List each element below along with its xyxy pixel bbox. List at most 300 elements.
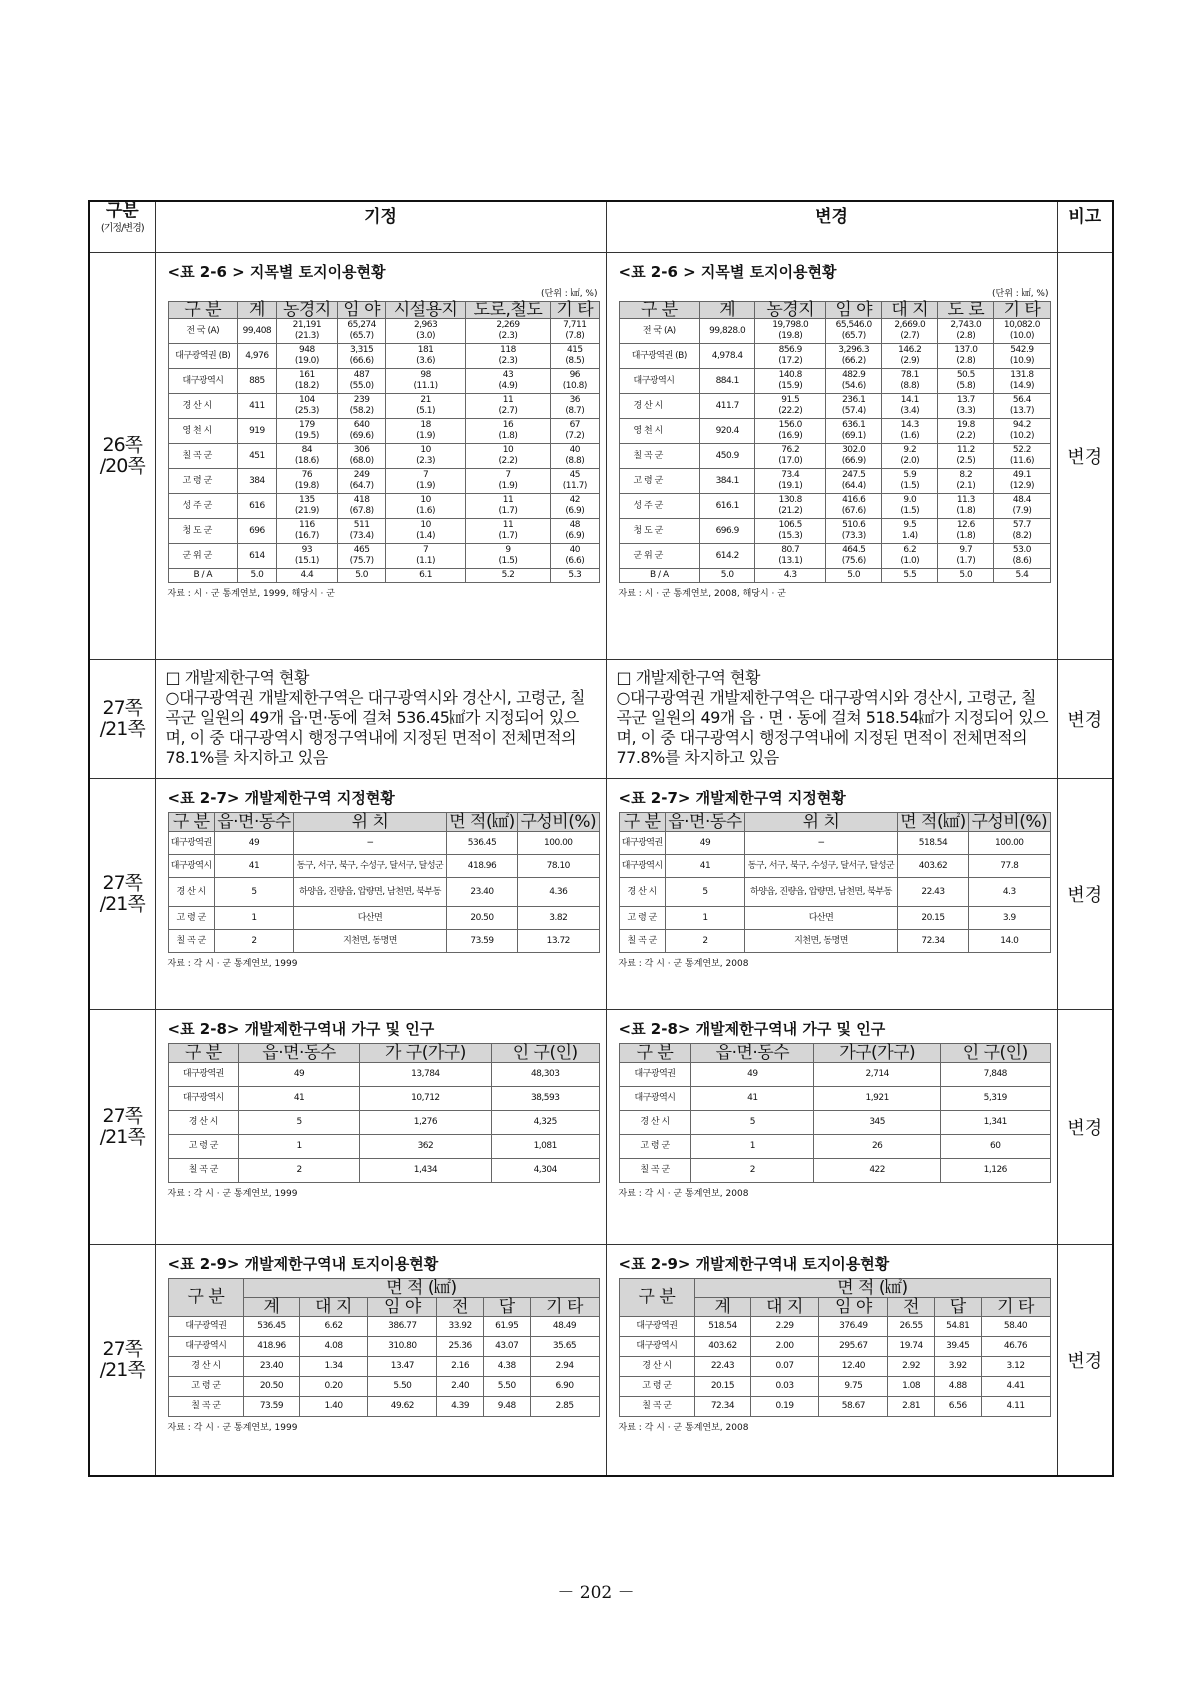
inner-table bbox=[619, 1043, 1051, 1183]
table-cell: 고 령 군 bbox=[619, 469, 700, 494]
column-header: 대 지 bbox=[299, 1298, 368, 1317]
table-cell: 518.54 bbox=[695, 1317, 750, 1337]
table-cell: 4.36 bbox=[518, 878, 599, 907]
header-old: 기정 bbox=[155, 201, 606, 253]
table-source: 자료 : 각 시 · 군 통계연보, 2008 bbox=[618, 959, 749, 969]
table-cell: 137.0 (2.8) bbox=[938, 344, 994, 369]
section-body: ○대구광역권 개발제한구역은 대구광역시와 경산시, 고령군, 칠곡군 일원의 49개 읍·면·동에 걸쳐 536.45㎢가 지정되어 있으며, 이 중 대구광역시 행정구역내에 지정된 면적이 전체면적의 78.1%를 차지하고 있음 bbox=[165, 688, 585, 767]
table-cell: 대구광역권 bbox=[168, 1317, 244, 1337]
table-cell: 26.55 bbox=[888, 1317, 935, 1337]
table-cell: 161 (18.2) bbox=[276, 369, 337, 394]
table-cell: 98 (11.1) bbox=[386, 369, 466, 394]
table-cell: 76.2 (17.0) bbox=[755, 444, 826, 469]
table-cell: 대구광역시 bbox=[168, 1087, 239, 1111]
table-cell: 181 (3.6) bbox=[386, 344, 466, 369]
table-cell: 7 (1.9) bbox=[465, 469, 550, 494]
table-cell: 20.50 bbox=[244, 1377, 299, 1397]
table-cell: 7 (1.9) bbox=[386, 469, 466, 494]
table-cell: 1,126 bbox=[941, 1159, 1050, 1183]
table-cell: 418.96 bbox=[446, 855, 517, 878]
old-cell bbox=[155, 253, 606, 660]
table-cell: 416.6 (67.6) bbox=[826, 494, 882, 519]
table-cell: 78.10 bbox=[518, 855, 599, 878]
table-cell: 131.8 (14.9) bbox=[994, 369, 1050, 394]
table-row bbox=[619, 878, 1050, 907]
table-row bbox=[168, 394, 599, 419]
table-cell: 636.1 (69.1) bbox=[826, 419, 882, 444]
column-header: 면 적(㎢) bbox=[897, 813, 968, 832]
table-title: <표 2-8> 개발제한구역내 가구 및 인구 bbox=[167, 1020, 435, 1038]
table-row bbox=[168, 1111, 599, 1135]
row-page: 27쪽 /21쪽 bbox=[89, 1245, 155, 1477]
table-row bbox=[619, 319, 1050, 344]
row-note: 변경 bbox=[1057, 660, 1113, 779]
table-row bbox=[168, 907, 599, 930]
table-cell: 384 bbox=[238, 469, 277, 494]
table-cell: 49 bbox=[239, 1063, 360, 1087]
table-cell: 대구광역권 bbox=[619, 1063, 691, 1087]
row-note: 변경 bbox=[1057, 779, 1113, 1010]
table-cell: 경 산 시 bbox=[168, 1111, 239, 1135]
table-cell: 6.2 (1.0) bbox=[882, 544, 938, 569]
table-cell: 310.80 bbox=[368, 1337, 437, 1357]
table-cell: 고 령 군 bbox=[619, 907, 665, 930]
table-cell: 6.62 bbox=[299, 1317, 368, 1337]
table-cell: 4.41 bbox=[981, 1377, 1050, 1397]
table-cell: 1,081 bbox=[491, 1135, 599, 1159]
table-row bbox=[168, 494, 599, 519]
table-row bbox=[619, 930, 1050, 953]
table-cell: 5.4 bbox=[994, 569, 1050, 583]
table-cell: 9.75 bbox=[819, 1377, 888, 1397]
table-cell: 3,296.3 (66.2) bbox=[826, 344, 882, 369]
table-cell: 48 (6.9) bbox=[551, 519, 599, 544]
table-cell: 20.15 bbox=[897, 907, 968, 930]
new-cell bbox=[606, 1245, 1057, 1477]
section-heading: □ 개발제한구역 현황 bbox=[616, 668, 760, 687]
table-cell: 39.45 bbox=[934, 1337, 981, 1357]
table-cell: 614 bbox=[238, 544, 277, 569]
table-cell: 41 bbox=[665, 855, 744, 878]
table-cell: 3,315 (66.6) bbox=[337, 344, 385, 369]
table-cell: 53.0 (8.6) bbox=[994, 544, 1050, 569]
column-header: 전 bbox=[888, 1298, 935, 1317]
table-cell: 2,743.0 (2.8) bbox=[938, 319, 994, 344]
table-cell: 영 천 시 bbox=[168, 419, 238, 444]
table-cell: 11 (1.7) bbox=[465, 519, 550, 544]
table-cell: 510.6 (73.3) bbox=[826, 519, 882, 544]
column-group-header: 면 적 (㎢) bbox=[695, 1279, 1050, 1298]
table-cell: 2,714 bbox=[814, 1063, 941, 1087]
column-header: 구 분 bbox=[619, 302, 700, 319]
table-cell: 362 bbox=[359, 1135, 491, 1159]
table-cell: 418 (67.8) bbox=[337, 494, 385, 519]
table-cell: 청 도 군 bbox=[168, 519, 238, 544]
table-cell: 13.72 bbox=[518, 930, 599, 953]
table-cell: 13.7 (3.3) bbox=[938, 394, 994, 419]
table-cell: 2.94 bbox=[530, 1357, 599, 1377]
table-cell: 487 (55.0) bbox=[337, 369, 385, 394]
table-cell: 422 bbox=[814, 1159, 941, 1183]
table-cell: 76 (19.8) bbox=[276, 469, 337, 494]
column-header: 인 구(인) bbox=[941, 1044, 1050, 1063]
table-cell: 118 (2.3) bbox=[465, 344, 550, 369]
table-cell: 0.07 bbox=[750, 1357, 819, 1377]
table-row bbox=[168, 930, 599, 953]
table-cell: 14.3 (1.6) bbox=[882, 419, 938, 444]
table-cell: 415 (8.5) bbox=[551, 344, 599, 369]
table-cell: 464.5 (75.6) bbox=[826, 544, 882, 569]
table-cell: 116 (16.7) bbox=[276, 519, 337, 544]
table-cell: 411 bbox=[238, 394, 277, 419]
column-header: 구 분 bbox=[168, 1279, 244, 1317]
table-cell: 96 (10.8) bbox=[551, 369, 599, 394]
table-cell: 696 bbox=[238, 519, 277, 544]
table-row bbox=[168, 419, 599, 444]
table-cell: 1 bbox=[239, 1135, 360, 1159]
table-cell: 50.5 (5.8) bbox=[938, 369, 994, 394]
table-cell: 48.49 bbox=[530, 1317, 599, 1337]
table-cell: 2,669.0 (2.7) bbox=[882, 319, 938, 344]
table-2-9-new bbox=[607, 1245, 1057, 1437]
table-row bbox=[619, 1377, 1050, 1397]
table-cell: 대구광역시 bbox=[619, 369, 700, 394]
table-cell: 93 (15.1) bbox=[276, 544, 337, 569]
table-row bbox=[168, 832, 599, 855]
table-cell: 0.03 bbox=[750, 1377, 819, 1397]
table-row bbox=[168, 569, 599, 583]
table-cell: 49.1 (12.9) bbox=[994, 469, 1050, 494]
table-cell: 84 (18.6) bbox=[276, 444, 337, 469]
table-cell: 65,546.0 (65.7) bbox=[826, 319, 882, 344]
table-row bbox=[619, 1397, 1050, 1417]
column-header: 면 적(㎢) bbox=[446, 813, 517, 832]
table-cell: 13.47 bbox=[368, 1357, 437, 1377]
table-source: 자료 : 각 시 · 군 통계연보, 2008 bbox=[618, 1189, 749, 1199]
table-cell: 대구광역권 bbox=[168, 1063, 239, 1087]
table-source: 자료 : 시 · 군 통계연보, 1999, 해당시 · 군 bbox=[167, 589, 335, 599]
table-cell: 7,848 bbox=[941, 1063, 1050, 1087]
table-cell: 4,978.4 bbox=[700, 344, 755, 369]
table-source: 자료 : 각 시 · 군 통계연보, 1999 bbox=[167, 1189, 298, 1199]
table-cell: 5.50 bbox=[368, 1377, 437, 1397]
table-cell: 72.34 bbox=[695, 1397, 750, 1417]
column-header: 임 야 bbox=[337, 302, 385, 319]
table-cell: 3.9 bbox=[969, 907, 1050, 930]
row-page: 27쪽 /21쪽 bbox=[89, 779, 155, 1010]
table-cell: 536.45 bbox=[446, 832, 517, 855]
table-cell: 2 bbox=[691, 1159, 814, 1183]
table-cell: 4.3 bbox=[969, 878, 1050, 907]
table-row bbox=[168, 1135, 599, 1159]
table-cell: 99,828.0 bbox=[700, 319, 755, 344]
table-cell: 5.0 bbox=[238, 569, 277, 583]
table-cell: 대구광역권 bbox=[168, 832, 214, 855]
table-2-7-new bbox=[607, 779, 1057, 973]
table-cell: 1,341 bbox=[941, 1111, 1050, 1135]
table-cell: 5.9 (1.5) bbox=[882, 469, 938, 494]
table-cell: 대구광역시 bbox=[168, 369, 238, 394]
table-cell: 36 (8.7) bbox=[551, 394, 599, 419]
table-title: <표 2-9> 개발제한구역내 토지이용현황 bbox=[618, 1255, 890, 1273]
table-cell: 하양읍, 진량읍, 압량면, 남천면, 북부동 bbox=[745, 878, 898, 907]
table-cell: 영 천 시 bbox=[619, 419, 700, 444]
table-cell: 1,921 bbox=[814, 1087, 941, 1111]
table-row bbox=[619, 1159, 1050, 1183]
table-cell: 4.88 bbox=[934, 1377, 981, 1397]
table-cell: 1 bbox=[691, 1135, 814, 1159]
table-cell: 48.4 (7.9) bbox=[994, 494, 1050, 519]
table-cell: 616 bbox=[238, 494, 277, 519]
column-header: 구 분 bbox=[619, 1044, 691, 1063]
column-header: 계 bbox=[238, 302, 277, 319]
row-note: 변경 bbox=[1057, 253, 1113, 660]
table-cell: 100.00 bbox=[969, 832, 1050, 855]
table-cell: 7,711 (7.8) bbox=[551, 319, 599, 344]
inner-table bbox=[619, 812, 1051, 953]
page-number: － 202 － bbox=[557, 1583, 635, 1603]
table-row bbox=[619, 444, 1050, 469]
table-cell: 2.92 bbox=[888, 1357, 935, 1377]
table-cell: 306 (68.0) bbox=[337, 444, 385, 469]
column-header: 인 구(인) bbox=[491, 1044, 599, 1063]
table-row bbox=[168, 444, 599, 469]
table-cell: 465 (75.7) bbox=[337, 544, 385, 569]
table-cell: 대구광역시 bbox=[619, 855, 665, 878]
old-cell bbox=[155, 1245, 606, 1477]
column-header: 구 분 bbox=[168, 302, 238, 319]
table-cell: 146.2 (2.9) bbox=[882, 344, 938, 369]
column-header: 가구(가구) bbox=[814, 1044, 941, 1063]
table-cell: 9.2 (2.0) bbox=[882, 444, 938, 469]
column-header: 읍·면·동수 bbox=[239, 1044, 360, 1063]
table-cell: 49 bbox=[691, 1063, 814, 1087]
table-cell: 40 (6.6) bbox=[551, 544, 599, 569]
table-cell: 21,191 (21.3) bbox=[276, 319, 337, 344]
row-note: 변경 bbox=[1057, 1245, 1113, 1477]
table-row bbox=[168, 1063, 599, 1087]
table-cell: 다산면 bbox=[745, 907, 898, 930]
table-row bbox=[168, 855, 599, 878]
table-cell: 948 (19.0) bbox=[276, 344, 337, 369]
table-2-6-old bbox=[156, 253, 606, 603]
table-row bbox=[619, 369, 1050, 394]
table-cell: 376.49 bbox=[819, 1317, 888, 1337]
table-cell: 403.62 bbox=[897, 855, 968, 878]
table-cell: 5 bbox=[665, 878, 744, 907]
table-cell: 72.34 bbox=[897, 930, 968, 953]
table-cell: 1.34 bbox=[299, 1357, 368, 1377]
header-new: 변경 bbox=[606, 201, 1057, 253]
table-cell: 전 국 (A) bbox=[619, 319, 700, 344]
table-cell: 칠 곡 군 bbox=[619, 444, 700, 469]
table-2-8-new bbox=[607, 1010, 1057, 1203]
table-cell: 칠 곡 군 bbox=[619, 1159, 691, 1183]
table-cell: 2.81 bbox=[888, 1397, 935, 1417]
table-title: <표 2-6 > 지목별 토지이용현황 bbox=[618, 263, 837, 281]
table-cell: 23.40 bbox=[244, 1357, 299, 1377]
table-cell: − bbox=[745, 832, 898, 855]
column-header: 기 타 bbox=[994, 302, 1050, 319]
table-cell: 4.39 bbox=[437, 1397, 484, 1417]
table-cell: 48,303 bbox=[491, 1063, 599, 1087]
table-cell: 칠 곡 군 bbox=[619, 930, 665, 953]
table-cell: 경 산 시 bbox=[168, 1357, 244, 1377]
table-row bbox=[168, 319, 599, 344]
table-cell: 5.5 bbox=[882, 569, 938, 583]
table-row bbox=[619, 1111, 1050, 1135]
table-cell: 1,276 bbox=[359, 1111, 491, 1135]
table-title: <표 2-6 > 지목별 토지이용현황 bbox=[167, 263, 386, 281]
table-row bbox=[619, 344, 1050, 369]
table-cell: 2,963 (3.0) bbox=[386, 319, 466, 344]
table-cell: 대구광역시 bbox=[619, 1087, 691, 1111]
table-cell: B / A bbox=[168, 569, 238, 583]
table-cell: 경 산 시 bbox=[619, 394, 700, 419]
column-header: 읍·면·동수 bbox=[691, 1044, 814, 1063]
new-cell bbox=[606, 660, 1057, 779]
table-cell: 전 국 (A) bbox=[168, 319, 238, 344]
table-cell: 73.59 bbox=[244, 1397, 299, 1417]
table-2-8-old bbox=[156, 1010, 606, 1203]
table-cell: 9.7 (1.7) bbox=[938, 544, 994, 569]
table-cell: 33.92 bbox=[437, 1317, 484, 1337]
table-cell: 칠 곡 군 bbox=[619, 1397, 695, 1417]
table-cell: 403.62 bbox=[695, 1337, 750, 1357]
table-cell: 3.82 bbox=[518, 907, 599, 930]
table-row bbox=[168, 344, 599, 369]
column-header: 도로,철도 bbox=[465, 302, 550, 319]
table-cell: 군 위 군 bbox=[168, 544, 238, 569]
column-header: 농경지 bbox=[276, 302, 337, 319]
table-source: 자료 : 시 · 군 통계연보, 2008, 해당시 · 군 bbox=[618, 589, 786, 599]
table-cell: 0.19 bbox=[750, 1397, 819, 1417]
table-cell: 11.2 (2.5) bbox=[938, 444, 994, 469]
column-header: 임 야 bbox=[819, 1298, 888, 1317]
table-cell: 12.40 bbox=[819, 1357, 888, 1377]
table-source: 자료 : 각 시 · 군 통계연보, 1999 bbox=[167, 959, 298, 969]
column-header: 구 분 bbox=[168, 1044, 239, 1063]
table-cell: 18 (1.9) bbox=[386, 419, 466, 444]
table-cell: 10 (1.4) bbox=[386, 519, 466, 544]
table-cell: 450.9 bbox=[700, 444, 755, 469]
table-row bbox=[619, 1357, 1050, 1377]
table-cell: 8.2 (2.1) bbox=[938, 469, 994, 494]
table-cell: 칠 곡 군 bbox=[168, 1159, 239, 1183]
column-header: 계 bbox=[695, 1298, 750, 1317]
table-cell: 19.8 (2.2) bbox=[938, 419, 994, 444]
table-cell: 9.5 1.4) bbox=[882, 519, 938, 544]
table-cell: 11 (2.7) bbox=[465, 394, 550, 419]
table-cell: 5.0 bbox=[826, 569, 882, 583]
table-cell: 4.08 bbox=[299, 1337, 368, 1357]
table-row bbox=[619, 419, 1050, 444]
table-row bbox=[168, 878, 599, 907]
table-cell: 616.1 bbox=[700, 494, 755, 519]
table-cell: 대구광역권 (B) bbox=[619, 344, 700, 369]
table-title: <표 2-7> 개발제한구역 지정현황 bbox=[167, 789, 395, 807]
table-cell: 130.8 (21.2) bbox=[755, 494, 826, 519]
table-cell: 41 bbox=[239, 1087, 360, 1111]
table-cell: 5.3 bbox=[551, 569, 599, 583]
table-cell: 4.3 bbox=[755, 569, 826, 583]
table-cell: 73.59 bbox=[446, 930, 517, 953]
table-cell: 성 주 군 bbox=[168, 494, 238, 519]
table-cell: 38,593 bbox=[491, 1087, 599, 1111]
table-cell: 10,082.0 (10.0) bbox=[994, 319, 1050, 344]
table-cell: 77.8 bbox=[969, 855, 1050, 878]
table-cell: 5.0 bbox=[337, 569, 385, 583]
comparison-table bbox=[88, 200, 1114, 1477]
table-cell: 대구광역권 bbox=[619, 1317, 695, 1337]
table-cell: 614.2 bbox=[700, 544, 755, 569]
header-note: 비고 bbox=[1057, 201, 1113, 253]
table-cell: 경 산 시 bbox=[168, 878, 214, 907]
table-cell: 칠 곡 군 bbox=[168, 1397, 244, 1417]
table-cell: 20.50 bbox=[446, 907, 517, 930]
table-cell: 하양읍, 진량읍, 압량면, 남천면, 북부동 bbox=[294, 878, 447, 907]
table-row bbox=[168, 519, 599, 544]
table-cell: 236.1 (57.4) bbox=[826, 394, 882, 419]
column-header: 읍·면·동수 bbox=[214, 813, 293, 832]
table-cell: 46.76 bbox=[981, 1337, 1050, 1357]
table-cell: 35.65 bbox=[530, 1337, 599, 1357]
table-source: 자료 : 각 시 · 군 통계연보, 1999 bbox=[167, 1423, 298, 1433]
table-cell: 9.0 (1.5) bbox=[882, 494, 938, 519]
table-cell: 4,976 bbox=[238, 344, 277, 369]
table-cell: 12.6 (1.8) bbox=[938, 519, 994, 544]
table-cell: 42 (6.9) bbox=[551, 494, 599, 519]
table-cell: 군 위 군 bbox=[619, 544, 700, 569]
table-cell: 542.9 (10.9) bbox=[994, 344, 1050, 369]
table-cell: 2.85 bbox=[530, 1397, 599, 1417]
table-cell: 4.11 bbox=[981, 1397, 1050, 1417]
table-cell: 52.2 (11.6) bbox=[994, 444, 1050, 469]
table-cell: 295.67 bbox=[819, 1337, 888, 1357]
table-cell: 411.7 bbox=[700, 394, 755, 419]
table-cell: 2,269 (2.3) bbox=[465, 319, 550, 344]
table-cell: 80.7 (13.1) bbox=[755, 544, 826, 569]
header-gubun: 구분 (기정/변경) bbox=[89, 201, 155, 253]
table-unit: (단위 : ㎢, %) bbox=[541, 289, 598, 299]
table-cell: 칠 곡 군 bbox=[168, 930, 214, 953]
table-cell: 22.43 bbox=[695, 1357, 750, 1377]
inner-table bbox=[168, 812, 600, 953]
table-row bbox=[619, 832, 1050, 855]
table-title: <표 2-9> 개발제한구역내 토지이용현황 bbox=[167, 1255, 439, 1273]
table-cell: 9 (1.5) bbox=[465, 544, 550, 569]
table-cell: 1.40 bbox=[299, 1397, 368, 1417]
table-cell: 경 산 시 bbox=[619, 878, 665, 907]
table-cell: 536.45 bbox=[244, 1317, 299, 1337]
table-cell: 1,434 bbox=[359, 1159, 491, 1183]
table-cell: 0.20 bbox=[299, 1377, 368, 1397]
table-cell: 10,712 bbox=[359, 1087, 491, 1111]
table-cell: 1 bbox=[665, 907, 744, 930]
table-cell: 19.74 bbox=[888, 1337, 935, 1357]
table-cell: 4,325 bbox=[491, 1111, 599, 1135]
table-cell: 418.96 bbox=[244, 1337, 299, 1357]
row-page: 26쪽 /20쪽 bbox=[89, 253, 155, 660]
inner-table bbox=[168, 301, 600, 583]
table-cell: 고 령 군 bbox=[168, 1135, 239, 1159]
table-cell: 대구광역시 bbox=[168, 1337, 244, 1357]
table-cell: 11 (1.7) bbox=[465, 494, 550, 519]
table-cell: 239 (58.2) bbox=[337, 394, 385, 419]
old-cell bbox=[155, 660, 606, 779]
table-cell: 대구광역시 bbox=[168, 855, 214, 878]
table-cell: 179 (19.5) bbox=[276, 419, 337, 444]
